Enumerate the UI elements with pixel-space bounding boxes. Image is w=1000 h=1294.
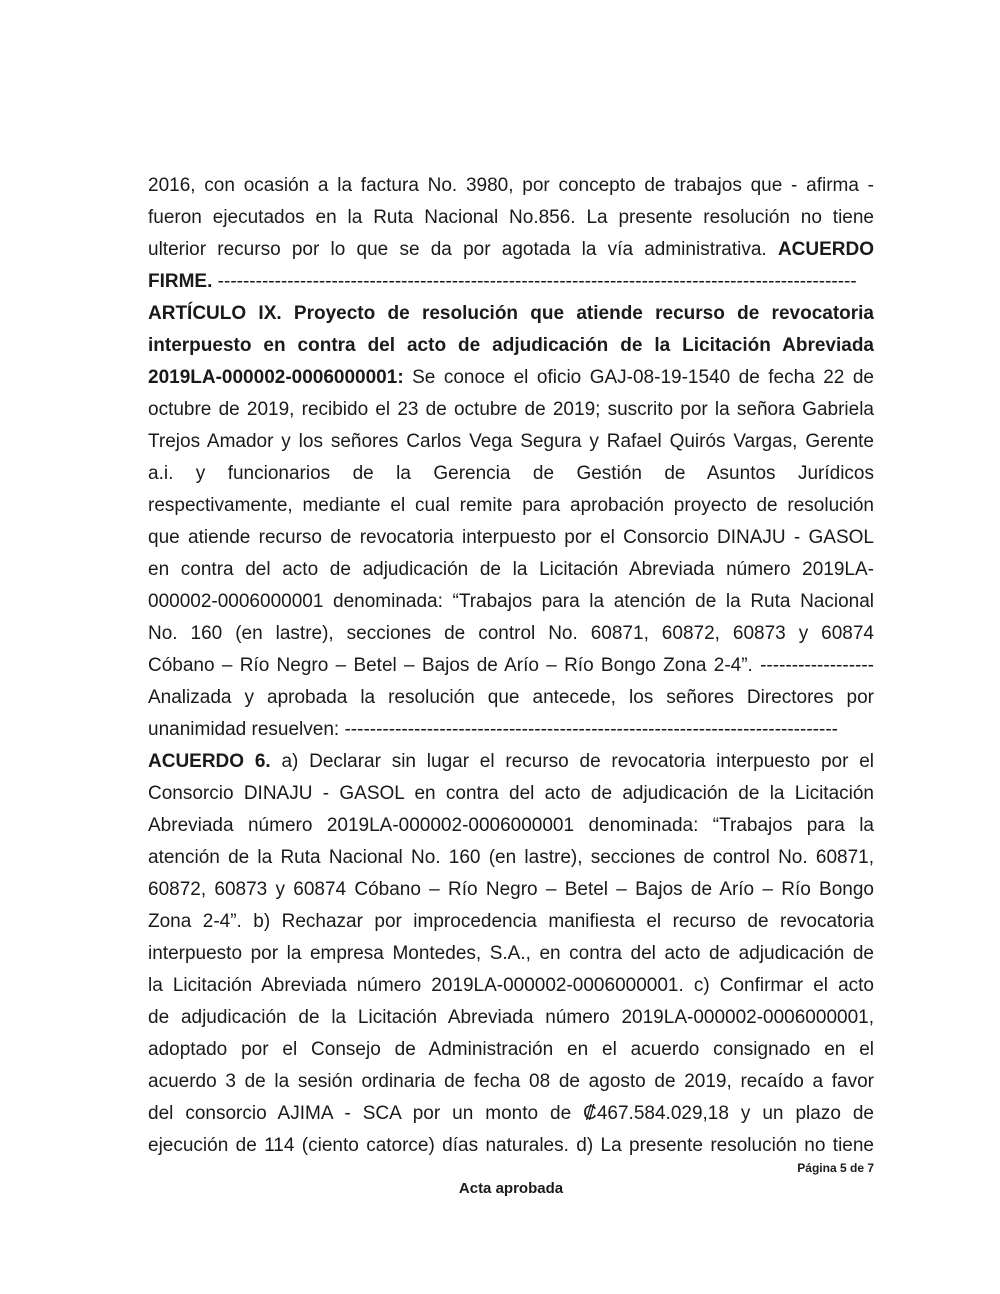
text-segment: 60872, 60873 y 60874 Cóbano – Río Negro – Betel – Bajos de Arío – Río Bongo: [148, 879, 874, 900]
text-line: [148, 458, 874, 490]
text-segment: en contra del acto de adjudicación de la Licitación Abreviada número 2019LA-: [148, 559, 874, 580]
footer-acta-label: Acta aprobada: [458, 1180, 564, 1197]
text-line: [148, 426, 874, 458]
text-segment: del consorcio AJIMA - SCA por un monto de ₡467.584.029,18 y un plazo de: [148, 1103, 874, 1124]
bold-text-segment: ARTÍCULO IX. Proyecto de resolución que atiende recurso de revocatoria: [148, 303, 874, 324]
bold-text-segment: FIRME.: [148, 271, 213, 292]
text-segment: 000002-0006000001 denominada: “Trabajos para la atención de la Ruta Nacional: [148, 591, 874, 612]
text-segment: a.i. y funcionarios de la Gerencia de Gestión de Asuntos Jurídicos: [148, 463, 874, 484]
text-line: [148, 170, 874, 202]
text-line: [148, 746, 874, 778]
text-line: [148, 1002, 874, 1034]
text-line: [148, 1066, 874, 1098]
text-line: [148, 938, 874, 970]
text-line: [148, 682, 874, 714]
text-line: [148, 650, 874, 682]
text-line: [148, 842, 874, 874]
text-line: [148, 202, 874, 234]
text-line: [148, 618, 874, 650]
bold-text-segment: ACUERDO: [777, 239, 874, 260]
text-line: [148, 362, 874, 394]
text-segment: interpuesto por la empresa Montedes, S.A., en contra del acto de adjudicación de: [148, 943, 874, 964]
text-segment: -----------------------------------------------------------------------------------------------------: [212, 271, 857, 292]
text-segment: la Licitación Abreviada número 2019LA-000002-0006000001. c) Confirmar el acto: [148, 975, 874, 996]
text-line: [148, 1098, 874, 1130]
text-segment: No. 160 (en lastre), secciones de control No. 60871, 60872, 60873 y 60874: [148, 623, 874, 644]
page-number: Página 5 de 7: [797, 1161, 874, 1175]
text-segment: Consorcio DINAJU - GASOL en contra del acto de adjudicación de la Licitación: [148, 783, 874, 804]
text-line: [148, 778, 874, 810]
text-line: [148, 554, 874, 586]
text-line: [148, 394, 874, 426]
text-segment: Se conoce el oficio GAJ-08-19-1540 de fecha 22 de: [403, 367, 874, 388]
text-line: [148, 1130, 874, 1162]
text-line: [148, 266, 874, 298]
bold-text-segment: 2019LA-000002-0006000001:: [148, 367, 404, 388]
text-segment: Cóbano – Río Negro – Betel – Bajos de Arío – Río Bongo Zona 2-4”. ------------------: [148, 655, 874, 676]
text-line: [148, 874, 874, 906]
text-segment: de adjudicación de la Licitación Abreviada número 2019LA-000002-0006000001,: [148, 1007, 874, 1028]
text-segment: acuerdo 3 de la sesión ordinaria de fecha 08 de agosto de 2019, recaído a favor: [148, 1071, 874, 1092]
text-segment: octubre de 2019, recibido el 23 de octubre de 2019; suscrito por la señora Gabriela: [148, 399, 874, 420]
text-segment: Zona 2-4”. b) Rechazar por improcedencia manifiesta el recurso de revocatoria: [148, 911, 874, 932]
text-segment: adoptado por el Consejo de Administración en el acuerdo consignado en el: [148, 1039, 874, 1060]
bold-text-segment: interpuesto en contra del acto de adjudicación de la Licitación Abreviada: [148, 335, 874, 356]
document-body: [148, 170, 874, 1162]
text-segment: atención de la Ruta Nacional No. 160 (en lastre), secciones de control No. 60871,: [148, 847, 874, 868]
text-line: [148, 522, 874, 554]
text-segment: ejecución de 114 (ciento catorce) días naturales. d) La presente resolución no tiene: [148, 1135, 874, 1156]
text-segment: respectivamente, mediante el cual remite para aprobación proyecto de resolución: [148, 495, 874, 516]
text-line: [148, 970, 874, 1002]
text-segment: 2016, con ocasión a la factura No. 3980, por concepto de trabajos que - afirma -: [148, 175, 874, 196]
text-line: [148, 1034, 874, 1066]
text-segment: Abreviada número 2019LA-000002-0006000001 denominada: “Trabajos para la: [148, 815, 874, 836]
text-line: [148, 906, 874, 938]
text-segment: a) Declarar sin lugar el recurso de revocatoria interpuesto por el: [270, 751, 874, 772]
text-line: [148, 714, 874, 746]
text-line: [148, 490, 874, 522]
text-segment: fueron ejecutados en la Ruta Nacional No.856. La presente resolución no tiene: [148, 207, 874, 228]
text-line: [148, 810, 874, 842]
text-segment: ulterior recurso por lo que se da por agotada la vía administrativa.: [148, 239, 778, 260]
text-line: [148, 586, 874, 618]
text-line: [148, 298, 874, 330]
text-line: [148, 330, 874, 362]
text-segment: unanimidad resuelven: ------------------------------------------------------------------------------: [148, 719, 838, 740]
text-segment: Trejos Amador y los señores Carlos Vega Segura y Rafael Quirós Vargas, Gerente: [148, 431, 874, 452]
text-segment: Analizada y aprobada la resolución que antecede, los señores Directores por: [148, 687, 874, 708]
text-segment: que atiende recurso de revocatoria interpuesto por el Consorcio DINAJU - GASOL: [148, 527, 874, 548]
text-line: [148, 234, 874, 266]
bold-text-segment: ACUERDO 6.: [148, 751, 271, 772]
